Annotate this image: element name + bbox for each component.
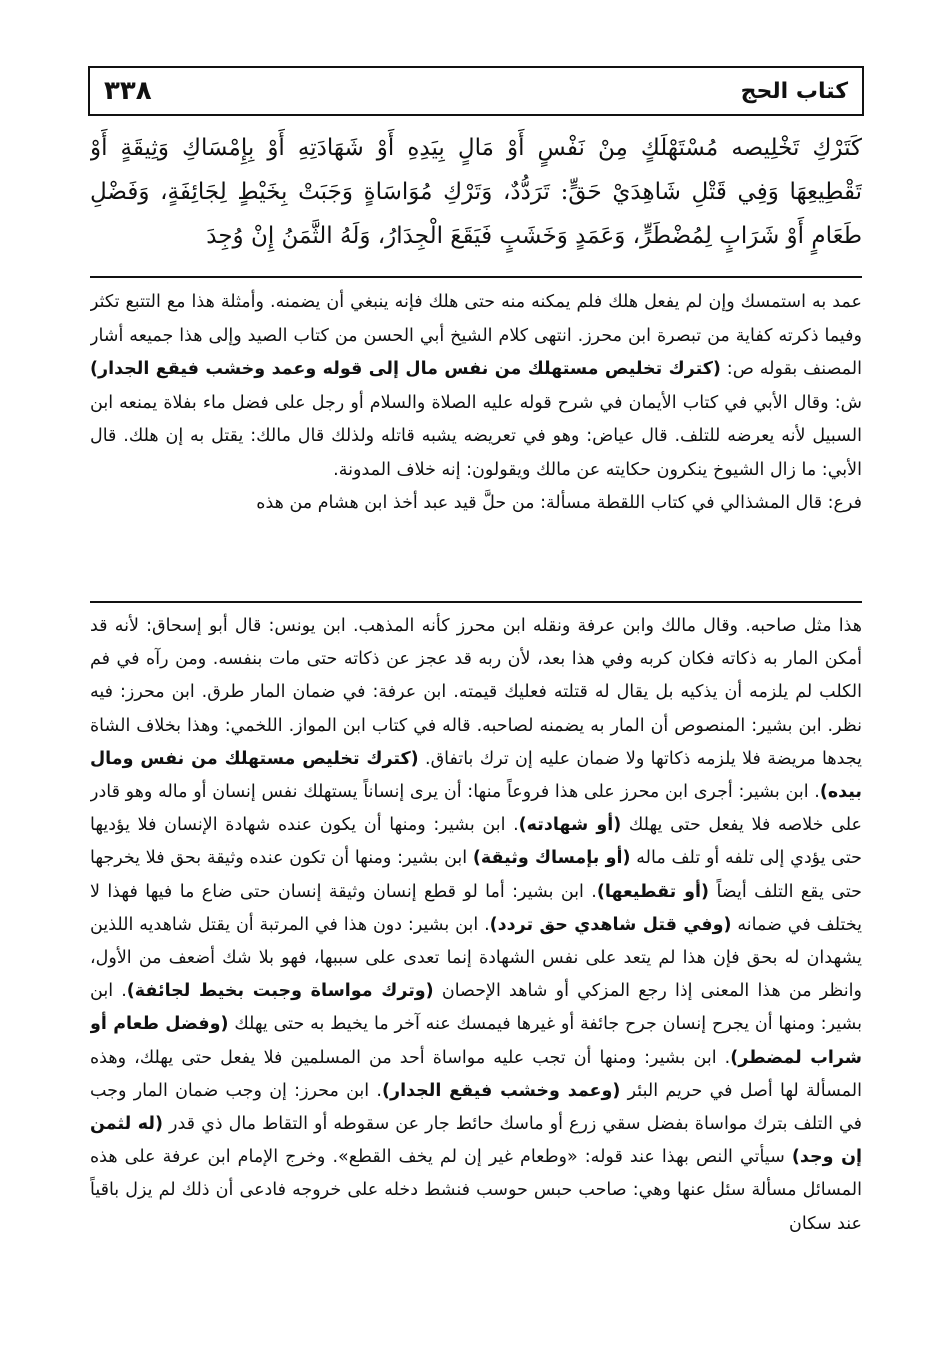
hashiya-text: . ابن بشير: ومنها أن يكون عنده شهادة الإنسان فلا يؤديها حتى يؤدي إلى تلفه أو تلف ماله: [90, 815, 862, 869]
hashiya-text: . ابن بشير: دون هذا في المرتبة أن يقتل شاهديه اللذين يشهدان له بحق فإن هذا لم يتعد على نفس الشهادة إنما تعدى على سببها، فهو بلا شك أضعف من الأول، وانظر من هذا المعنى إذا رجع المزكي أو شاهد الإحصان: [90, 914, 862, 1002]
hashiya-text: . ابن محرز: إن وجب ضمان المار وجب في التلف بترك مواساة بفضل سقي زرع أو ماسك حائط جار عن سقوطه أو التقاط مال ذي قدر: [90, 1080, 862, 1135]
hashiya-text: سيأتي النص بهذا عند قوله: «وطعام غير إن لم يخف القطع». وخرج الإمام ابن عرفة على هذه المسائل مسألة سئل عنها وهي: صاحب حبس حوسب فنشط دخله على خروجه فادعى أن ذلك لم يزل باقياً عند سكان: [90, 1147, 862, 1234]
hashiya-quote: (وعمد وخشب فيقع الجدار): [382, 1080, 621, 1101]
hashiya-paragraph: [90, 610, 862, 1241]
hashiya-footnote-block: [90, 610, 862, 1332]
hashiya-text: . ابن بشير: أجرى ابن محرز على هذا فروعاً منها: أن يرى إنساناً يستهلك نفس إنسان أو ماله وهو قادر على خلاصه فلا يفعل حتى يهلك: [90, 782, 862, 836]
sharh-quote: (كترك تخليص مستهلك من نفس مال إلى قوله وعمد وخشب فيقع الجدار): [90, 359, 721, 379]
hashiya-quote: (أو شهادته): [518, 815, 622, 836]
footnote-separator-rule: [90, 601, 862, 603]
matn-separator-rule: [90, 276, 862, 278]
page-header: [88, 66, 864, 116]
hashiya-quote: (وترك مواساة وجبت بخيط لجائفة): [126, 981, 434, 1002]
sharh-text: ش: وقال الأبي في كتاب الأيمان في شرح قوله عليه الصلاة والسلام أو رجل على فضل ماء بفلاة يمنعه ابن السبيل لأنه يعرضه للتلف. قال عياض: وهو في تعريضه يشبه قاتله ولذلك قال مالك: يقتل به إن هلك. قال الأبي: ما زال الشيوخ ينكرون حكايته عن مالك ويقولون: إنه خلاف المدونة.: [90, 392, 862, 480]
hashiya-text: . ابن بشير: أما لو قطع إنسان وثيقة إنسان حتى ضاع ما فيها فهذا لا يختلف في ضمانه: [90, 881, 862, 935]
hashiya-quote: (كترك تخليص مستهلك من نفس ومال بيده): [90, 748, 862, 803]
hashiya-text: هذا مثل صاحبه. وقال مالك وابن عرفة ونقله ابن محرز كأنه المذهب. ابن يونس: قال أبو إسحاق: لأنه قد أمكن المار به ذكاته فكان كربه وفي هذا بعد، لأن ربه قد عجز عن ذكاته حتى مات بنفسه. ومن رآه في فم الكلب لم يلزمه أن يذكيه بل يقال له قتلته فعليك قيمته. ابن عرفة: في ضمان المار طرق. ابن محرز: فيه نظر. ابن بشير: المنصوص أن المار به يضمنه لصاحبه. قاله في كتاب ابن المواز. اللخمي: وهذا بخلاف الشاة يجدها مريضة فلا يلزمه ذكاتها ولا ضمان عليه إن ترك باتفاق.: [90, 616, 862, 769]
matn-paragraph: كَتَرْكِ تَخْلِيصه مُسْتَهْلَكٍ مِنْ نَفْسٍ أَوْ مَالٍ بِيَدِهِ أَوْ شَهَادَتِهِ أَوْ بِإِمْسَاكِ وَثِيقَةٍ أَوْ تَقْطِيعِهَا وَفِي قَتْلِ شَاهِدَيْ حَقٍّ: تَرَدُّدٌ، وَتَرْكِ مُوَاسَاةٍ وَجَبَتْ بِخَيْطٍ لِجَائِفَةٍ، وَفَضْلِ طَعَامٍ أَوْ شَرَابٍ لِمُضْطَرٍّ، وَعَمَدٍ وَخَشَبٍ فَيَقَعَ الْجِدَارُ، وَلَهُ الثَّمَنُ إِنْ وُجِدَ: [90, 135, 862, 249]
hashiya-quote: (أو تقطيعها): [596, 881, 710, 902]
book-title: كتاب الحج: [740, 78, 848, 104]
hashiya-quote: (وفي قتل شاهدي حق تردد): [489, 914, 732, 935]
hashiya-text: . ابن بشير: ومنها أن يجرح إنسان جرح جائفة أو غيرها فيمسك عنه آخر ما يخيط به حتى يهلك: [90, 981, 862, 1035]
sharh-text: عمد به استمسك وإن لم يفعل هلك فلم يمكنه منه حتى هلك فإنه ينبغي أن يضمنه. وأمثلة هذا مع التتبع تكثر وفيما ذكرته كفاية من تبصرة ابن محرز. انتهى كلام الشيخ أبي الحسن من كتاب الصيد وإلى هذا جميعه أشار المصنف بقوله ص:: [90, 292, 862, 379]
sharh-commentary-block: [90, 286, 862, 591]
hashiya-quote: (له لثمن إن وجد): [90, 1114, 862, 1168]
page-number: ٣٣٨: [104, 76, 152, 106]
hashiya-text: . ابن بشير: ومنها أن تجب عليه مواساة أحد من المسلمين فلا يفعل حتى يهلك، وهذه المسألة لها أصل في حريم البئر: [90, 1047, 862, 1101]
hashiya-quote: (وفضل طعام أو شراب لمضطر): [90, 1014, 862, 1068]
sharh-paragraph: [90, 286, 862, 487]
hashiya-text: ابن بشير: ومنها أن تكون عنده وثيقة بحق فلا يخرجها حتى يقع التلف أيضاً: [90, 848, 862, 902]
sharh-far-paragraph: فرع: قال المشذالي في كتاب اللقطة مسألة: من حلَّ قيد عبد أخذ ابن هشام من هذه: [256, 493, 862, 513]
hashiya-quote: (أو بإمساك وثيقة): [472, 848, 631, 869]
matn-text-block: [90, 126, 862, 266]
